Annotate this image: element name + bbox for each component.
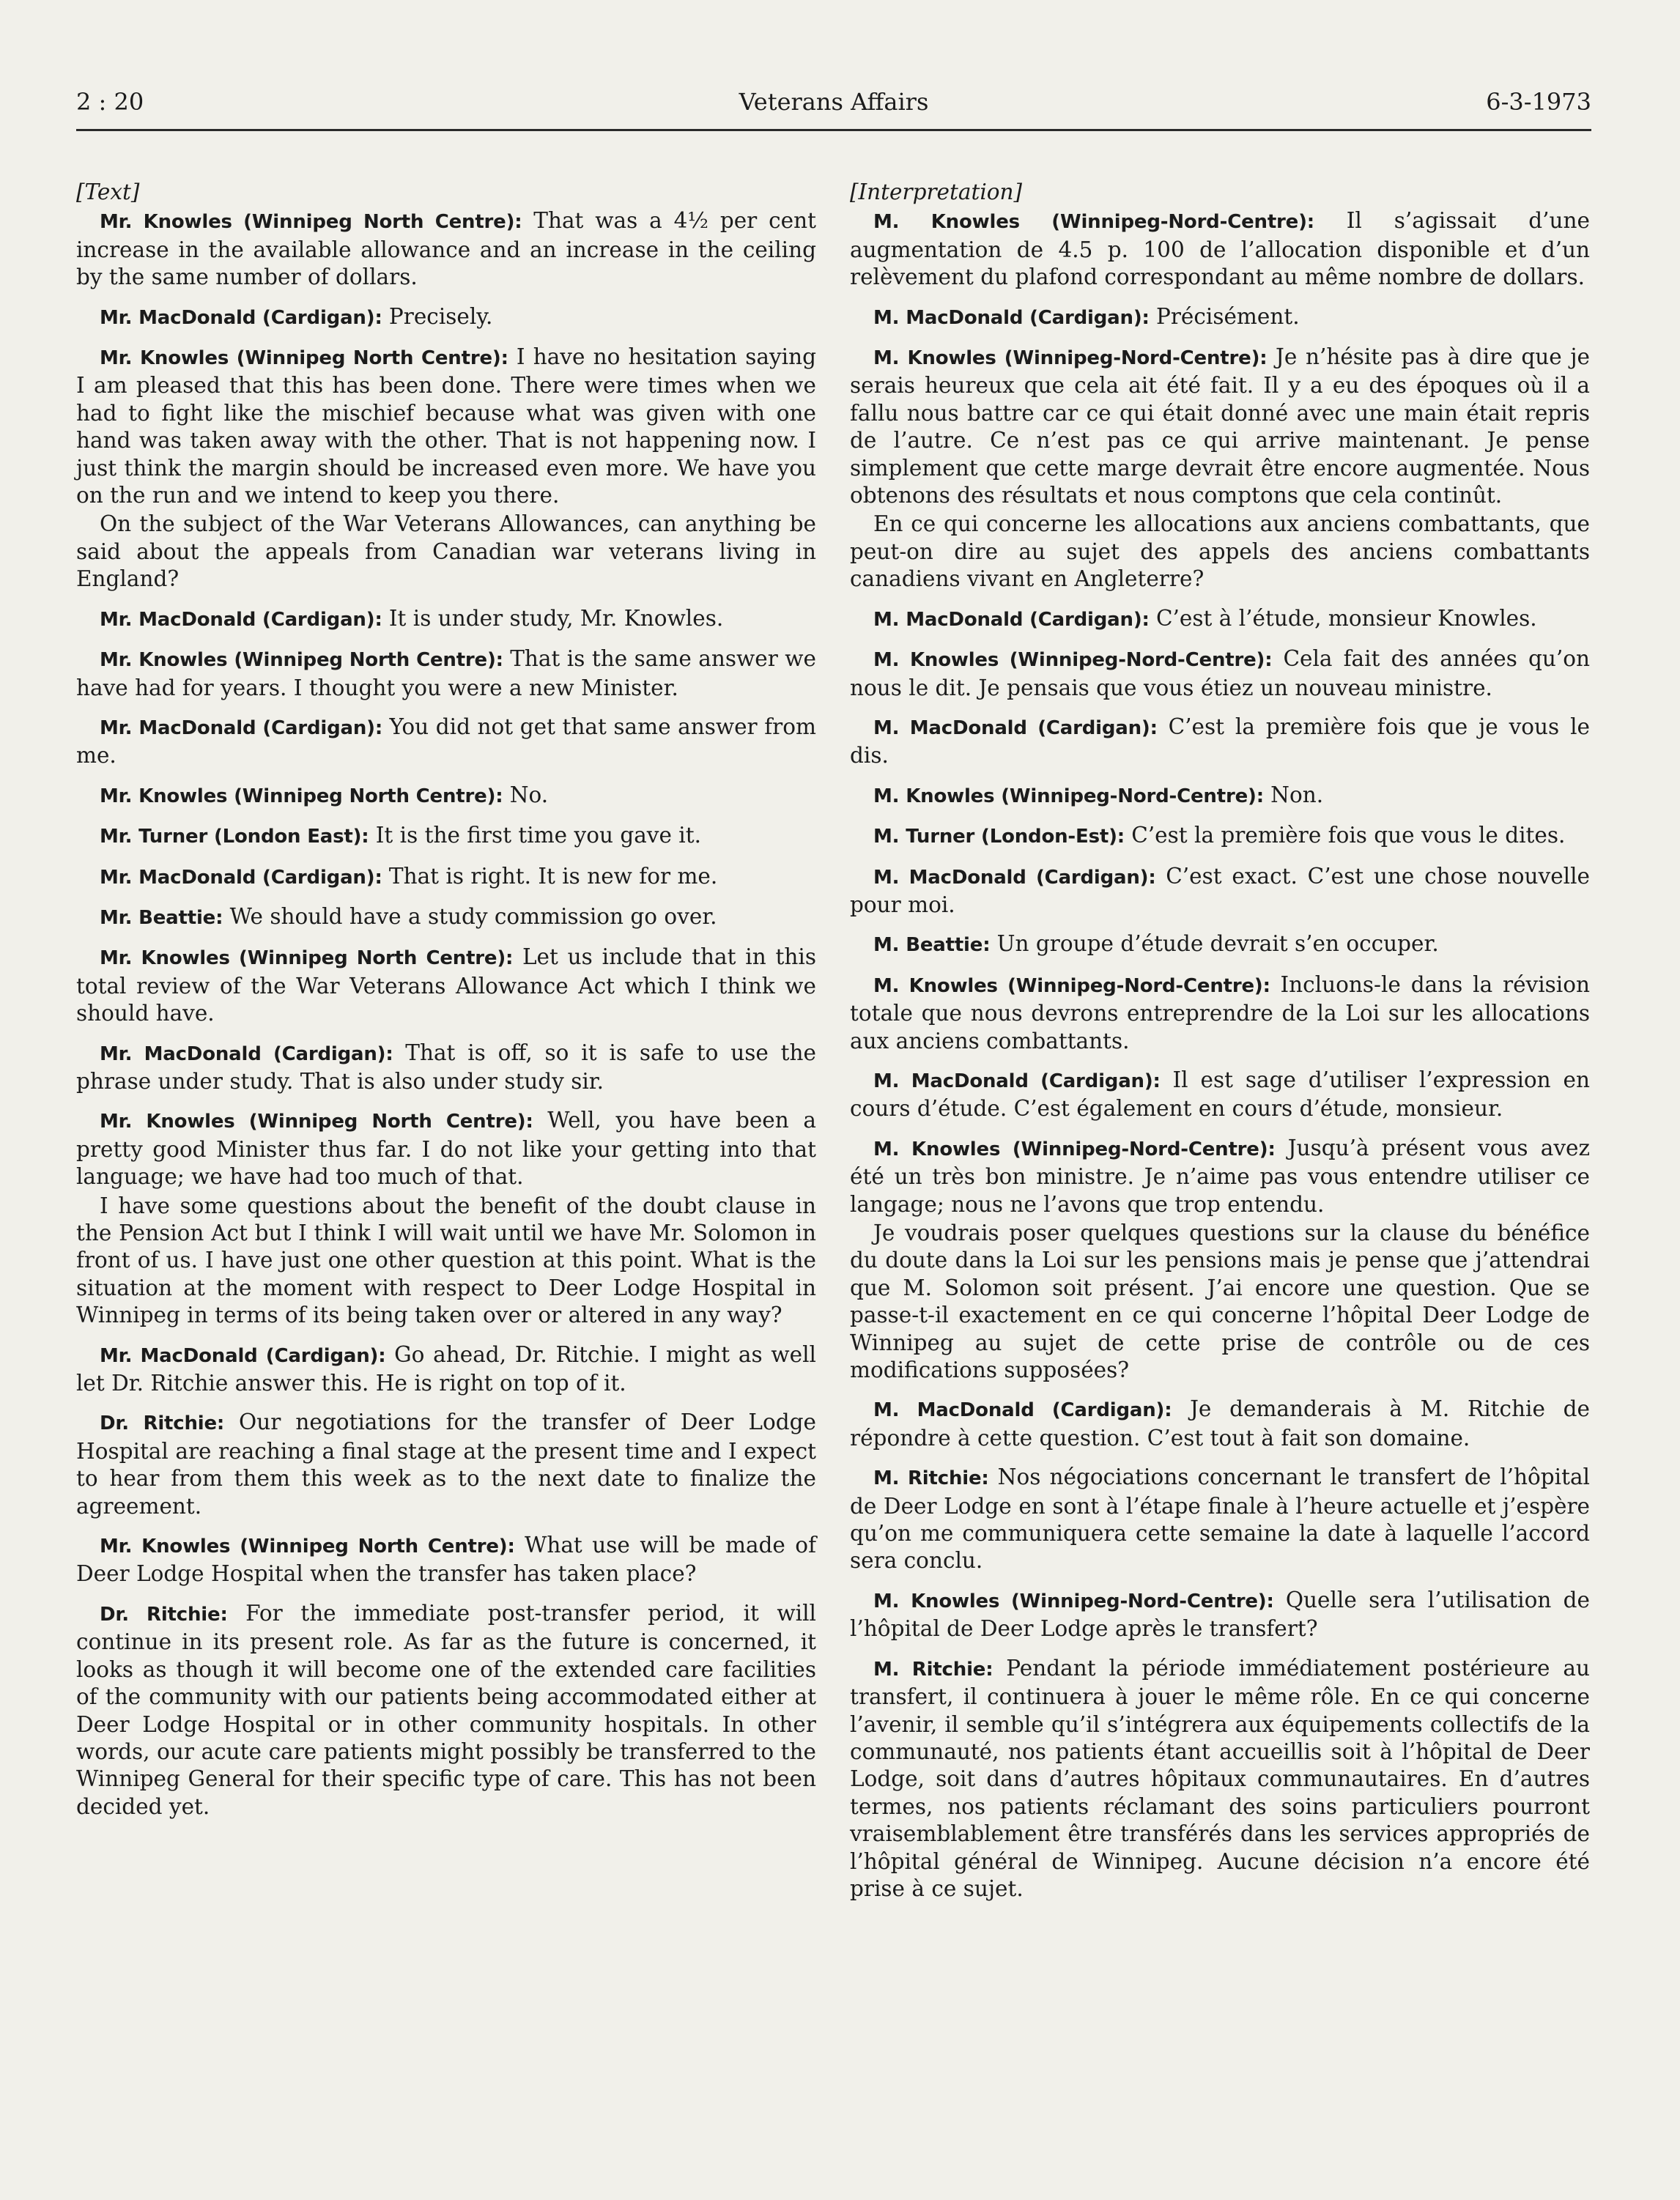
- speaker-name: Mr. Beattie: [100, 906, 216, 929]
- speaker-name: Mr. MacDonald (Cardigan): [100, 306, 375, 329]
- speech-text: C’est exact. C’est une chose nouvelle pour moi.: [850, 863, 1591, 917]
- speech-paragraph: M. MacDonald (Cardigan): Il est sage d’utiliser l’expression en cours d’étude. C’est également en cours d’étude, monsieur.: [850, 1067, 1590, 1122]
- speaker-name: Mr. MacDonald (Cardigan): [100, 608, 375, 631]
- speech-text: Nos négociations concernant le transfert de l’hôpital de Deer Lodge en sont à l’étape finale à l’heure actuelle et j’espère qu’on me communiquera cette semaine la date à laquelle l’accord sera conclu.: [850, 1464, 1590, 1574]
- speaker-name: M. Knowles (Winnipeg-Nord-Centre): [873, 1138, 1268, 1160]
- speech-text: C’est la première fois que je vous le dis.: [850, 714, 1591, 768]
- speech-paragraph: M. MacDonald (Cardigan): C’est à l’étude, monsieur Knowles.: [873, 605, 1537, 631]
- session-date: 6-3-1973: [1486, 88, 1591, 116]
- running-title: Veterans Affairs: [739, 88, 929, 116]
- speech-text: Quelle sera l’utilisation de l’hôpital de Deer Lodge après le transfert?: [850, 1587, 1590, 1642]
- speech-text: On the subject of the War Veterans Allowances, can anything be said about the appeals from Canadian war veterans living in England?: [76, 511, 816, 592]
- speech-text: Let us include that in this total review of the War Veterans Allowance Act which I think we should have.: [76, 944, 816, 1026]
- speech-text: We should have a study commission go over.: [229, 903, 717, 929]
- speaker-name: Mr. Knowles (Winnipeg North Centre): [100, 785, 496, 807]
- speaker-name: Mr. MacDonald (Cardigan): [100, 1042, 386, 1065]
- speaker-name: Mr. Knowles (Winnipeg North Centre): [100, 1111, 526, 1133]
- speech-text: Je n’hésite pas à dire que je serais heureux que cela ait été fait. Il y a eu des époques où il a fallu nous battre car ce qui était donné avec une main était repris de l’autre. Ce n’est pas ce qui arrive maintenant. Je pense simplement que cette marge devrait être encore augmentée. Nous obtenons des résultats et nous comptons que cela continût.: [850, 344, 1590, 508]
- speech-paragraph: Dr. Ritchie: Our negotiations for the transfer of Deer Lodge Hospital are reaching a final stage at the present time and I expect to hear from them this week as to the next date to finalize the agreement.: [76, 1410, 816, 1519]
- speaker-name: M. Ritchie: [873, 1467, 982, 1490]
- speech-text: Incluons-le dans la révision totale que nous devrons entreprendre de la Loi sur les allocations aux anciens combattants.: [850, 971, 1590, 1053]
- speech-text: I have some questions about the benefit of the doubt clause in the Pension Act but I think I will wait until we have Mr. Solomon in front of us. I have just one other question at this point. What is the situation at the moment with respect to Deer Lodge Hospital in Winnipeg in terms of its being taken over or altered in any way?: [76, 1193, 816, 1328]
- speech-continuation: [850, 511, 1590, 593]
- speech-text: Je demanderais à M. Ritchie de répondre à cette question. C’est tout à fait son domaine.: [850, 1396, 1591, 1451]
- speech-text: That is right. It is new for me.: [388, 863, 718, 889]
- speech-paragraph: Mr. Knowles (Winnipeg North Centre): I have no hesitation saying I am pleased that this has been done. There were times when we had to fight like the mischief because what was given with one hand was taken away with the other. That is not happening now. I just think the margin should be increased even more. We have you on the run and we intend to keep you there.: [76, 344, 816, 508]
- speech-paragraph: M. MacDonald (Cardigan): Je demanderais à M. Ritchie de répondre à cette question. C’est tout à fait son domaine.: [850, 1396, 1591, 1451]
- speech-text: It is the first time you gave it.: [375, 823, 701, 848]
- speech-text: That was a 4½ per cent increase in the available allowance and an increase in the ceiling by the same number of dollars.: [76, 208, 816, 290]
- speech-text: Pendant la période immédiatement postérieure au transfert, il continuera à jouer le même rôle. En ce qui concerne l’avenir, il semble qu’il s’intégrera aux équipements collectifs de la communauté, nos patients étant accueillis soit à l’hôpital de Deer Lodge, soit dans d’autres hôpitaux communautaires. En d’autres termes, nos patients réclamant des soins particuliers pourront vraisemblablement être transférés dans les services appropriés de l’hôpital général de Winnipeg. Aucune décision n’a encore été prise à ce sujet.: [850, 1655, 1591, 1901]
- speech-text: Our negotiations for the transfer of Deer Lodge Hospital are reaching a final stage at the present time and I expect to hear from them this week as to the next date to finalize the agreement.: [76, 1410, 816, 1519]
- speaker-name: M. MacDonald (Cardigan): [873, 1399, 1165, 1422]
- speaker-name: M. MacDonald (Cardigan): [873, 306, 1142, 329]
- speaker-name: Mr. Knowles (Winnipeg North Centre): [100, 947, 506, 970]
- speech-paragraph: Mr. MacDonald (Cardigan): That is off, so it is safe to use the phrase under study. That is also under study sir.: [76, 1040, 816, 1094]
- speech-paragraph: Mr. Turner (London East): It is the first time you gave it.: [100, 823, 701, 848]
- speech-text: No.: [509, 782, 549, 807]
- speech-paragraph: Mr. Knowles (Winnipeg North Centre): What use will be made of Deer Lodge Hospital when the transfer has taken place?: [76, 1533, 816, 1587]
- speaker-name: Dr. Ritchie: [100, 1412, 217, 1435]
- speaker-name: M. Beattie: [873, 934, 983, 957]
- speech-paragraph: M. Knowles (Winnipeg-Nord-Centre): Je n’hésite pas à dire que je serais heureux que cela ait été fait. Il y a eu des époques où il a fallu nous battre car ce qui était donné avec une main était repris de l’autre. Ce n’est pas ce qui arrive maintenant. Je pense simplement que cette marge devrait être encore augmentée. Nous obtenons des résultats et nous comptons que cela continût.: [850, 344, 1590, 508]
- speech-text: Jusqu’à présent vous avez été un très bon ministre. Je n’aime pas vous entendre utiliser ce langage; nous ne l’avons que trop entendu.: [850, 1135, 1590, 1217]
- speech-paragraph: M. Knowles (Winnipeg-Nord-Centre): Cela fait des années qu’on nous le dit. Je pensais que vous étiez un nouveau ministre.: [850, 646, 1590, 700]
- speaker-name: M. Knowles (Winnipeg-Nord-Centre): [873, 1590, 1267, 1612]
- speech-paragraph: Mr. Beattie: We should have a study commission go over.: [100, 903, 717, 929]
- speaker-name: M. Ritchie: [873, 1658, 986, 1681]
- speech-text: Un groupe d’étude devrait s’en occuper.: [996, 931, 1439, 957]
- speech-text: You did not get that same answer from me.: [76, 714, 816, 768]
- speech-continuation: [76, 1193, 816, 1330]
- speaker-name: M. MacDonald (Cardigan): [873, 716, 1150, 739]
- speech-text: Cela fait des années qu’on nous le dit. Je pensais que vous étiez un nouveau ministre.: [850, 646, 1590, 700]
- speech-text: Je voudrais poser quelques questions sur la clause du bénéfice du doute dans la Loi sur les pensions mais je pense que j’attendrai que M. Solomon soit présent. J’ai encore une question. Que se passe-t-il exactement en ce qui concerne l’hôpital Deer Lodge de Winnipeg au sujet de cette prise de contrôle ou de ces modifications supposées?: [850, 1221, 1590, 1383]
- speech-paragraph: Mr. Knowles (Winnipeg North Centre): That is the same answer we have had for years. I thought you were a new Minister.: [76, 646, 816, 700]
- speech-paragraph: M. Ritchie: Pendant la période immédiatement postérieure au transfert, il continuera à jouer le même rôle. En ce qui concerne l’avenir, il semble qu’il s’intégrera aux équipements collectifs de la communauté, nos patients étant accueillis soit à l’hôpital de Deer Lodge, soit dans d’autres hôpitaux communautaires. En d’autres termes, nos patients réclamant des soins particuliers pourront vraisemblablement être transférés dans les services appropriés de l’hôpital général de Winnipeg. Aucune décision n’a encore été prise à ce sujet.: [850, 1655, 1591, 1901]
- speaker-name: M. Knowles (Winnipeg-Nord-Centre): [873, 785, 1257, 807]
- speech-paragraph: M. Knowles (Winnipeg-Nord-Centre): Non.: [873, 782, 1324, 807]
- speech-paragraph: M. Knowles (Winnipeg-Nord-Centre): Quelle sera l’utilisation de l’hôpital de Deer Lodge après le transfert?: [850, 1587, 1590, 1642]
- speech-continuation: [76, 511, 816, 593]
- speech-continuation: [850, 1220, 1590, 1384]
- speech-text: C’est la première fois que vous le dites.: [1131, 823, 1566, 848]
- speech-paragraph: Dr. Ritchie: For the immediate post-transfer period, it will continue in its present role. As far as the future is concerned, it looks as though it will become one of the extended care facilities of the community with our patients being accommodated either at Deer Lodge Hospital or in other community hospitals. In other words, our acute care patients might possibly be transferred to the Winnipeg General for their specific type of care. This has not been decided yet.: [76, 1600, 816, 1819]
- speech-text: Il est sage d’utiliser l’expression en cours d’étude. C’est également en cours d’étude, monsieur.: [850, 1067, 1590, 1122]
- speech-paragraph: M. Knowles (Winnipeg-Nord-Centre): Jusqu’à présent vous avez été un très bon ministre. Je n’aime pas vous entendre utiliser ce langage; nous ne l’avons que trop entendu.: [850, 1135, 1590, 1217]
- speech-paragraph: M. MacDonald (Cardigan): C’est la première fois que je vous le dis.: [850, 714, 1591, 768]
- speech-text: For the immediate post-transfer period, it will continue in its present role. As far as the future is concerned, it looks as though it will become one of the extended care facilities of the community with our patients being accommodated either at Deer Lodge Hospital or in other community hospitals. In other words, our acute care patients might possibly be transferred to the Winnipeg General for their specific type of care. This has not been decided yet.: [76, 1600, 816, 1819]
- speech-paragraph: Mr. MacDonald (Cardigan): You did not get that same answer from me.: [76, 714, 816, 768]
- speech-paragraph: Mr. MacDonald (Cardigan): That is right. It is new for me.: [100, 863, 718, 889]
- speech-paragraph: Mr. MacDonald (Cardigan): It is under study, Mr. Knowles.: [100, 605, 724, 631]
- speech-paragraph: M. MacDonald (Cardigan): Précisément.: [873, 303, 1300, 329]
- french-column: [850, 179, 1590, 1914]
- speech-text: That is the same answer we have had for years. I thought you were a new Minister.: [76, 646, 816, 700]
- column-label: [Interpretation]: [850, 179, 1023, 204]
- speaker-name: M. MacDonald (Cardigan): [873, 1070, 1153, 1092]
- speaker-name: Mr. Turner (London East): [100, 826, 362, 848]
- speech-text: What use will be made of Deer Lodge Hospital when the transfer has taken place?: [76, 1533, 816, 1587]
- page-number: 2 : 20: [76, 88, 144, 116]
- speech-text: I have no hesitation saying I am pleased that this has been done. There were times when we had to fight like the mischief because what was given with one hand was taken away with the other. That is not happening now. I just think the margin should be increased even more. We have you on the run and we intend to keep you there.: [76, 344, 816, 508]
- speaker-name: Mr. Knowles (Winnipeg North Centre): [100, 649, 496, 672]
- column-label: [Text]: [76, 179, 140, 204]
- speech-paragraph: M. MacDonald (Cardigan): C’est exact. C’est une chose nouvelle pour moi.: [850, 863, 1591, 917]
- speech-text: Well, you have been a pretty good Minister thus far. I do not like your getting into that language; we have had too much of that.: [76, 1108, 816, 1190]
- speech-text: That is off, so it is safe to use the phrase under study. That is also under study sir.: [76, 1040, 816, 1094]
- speech-paragraph: Mr. Knowles (Winnipeg North Centre): Let us include that in this total review of the War Veterans Allowance Act which I think we should have.: [76, 944, 816, 1026]
- speech-text: Precisely.: [388, 303, 493, 329]
- speaker-name: M. Knowles (Winnipeg-Nord-Centre): [873, 347, 1260, 370]
- speech-paragraph: Mr. MacDonald (Cardigan): Go ahead, Dr. Ritchie. I might as well let Dr. Ritchie answer this. He is right on top of it.: [76, 1341, 816, 1396]
- speech-paragraph: M. Ritchie: Nos négociations concernant le transfert de l’hôpital de Deer Lodge en sont à l’étape finale à l’heure actuelle et j’espère qu’on me communiquera cette semaine la date à laquelle l’accord sera conclu.: [850, 1464, 1590, 1574]
- speaker-name: M. Turner (London-Est): [873, 826, 1117, 848]
- speaker-name: M. MacDonald (Cardigan): [873, 608, 1142, 631]
- speech-text: It is under study, Mr. Knowles.: [388, 605, 724, 631]
- speaker-name: Mr. Knowles (Winnipeg North Centre): [100, 211, 515, 234]
- speaker-name: Mr. MacDonald (Cardigan): [100, 1344, 379, 1367]
- speech-paragraph: Mr. Knowles (Winnipeg North Centre): Well, you have been a pretty good Minister thus far. I do not like your getting into that language; we have had too much of that.: [76, 1108, 816, 1190]
- speaker-name: Dr. Ritchie: [100, 1603, 221, 1626]
- speech-paragraph: Mr. Knowles (Winnipeg North Centre): That was a 4½ per cent increase in the available allowance and an increase in the ceiling by the same number of dollars.: [76, 208, 816, 290]
- speaker-name: Mr. MacDonald (Cardigan): [100, 716, 375, 739]
- speech-paragraph: Mr. Knowles (Winnipeg North Centre): No.: [100, 782, 549, 807]
- speech-paragraph: M. Knowles (Winnipeg-Nord-Centre): Incluons-le dans la révision totale que nous devrons entreprendre de la Loi sur les allocations aux anciens combattants.: [850, 971, 1590, 1053]
- speaker-name: M. MacDonald (Cardigan): [873, 866, 1149, 889]
- speaker-name: M. Knowles (Winnipeg-Nord-Centre): [873, 649, 1265, 672]
- speaker-name: Mr. Knowles (Winnipeg North Centre): [100, 1536, 508, 1558]
- speech-text: C’est à l’étude, monsieur Knowles.: [1155, 605, 1537, 631]
- speech-text: Go ahead, Dr. Ritchie. I might as well let Dr. Ritchie answer this. He is right on top of it.: [76, 1341, 816, 1396]
- speech-paragraph: M. Turner (London-Est): C’est la première fois que vous le dites.: [873, 823, 1566, 848]
- speech-text: Précisément.: [1155, 303, 1300, 329]
- speaker-name: M. Knowles (Winnipeg-Nord-Centre): [873, 211, 1307, 234]
- speech-paragraph: Mr. MacDonald (Cardigan): Precisely.: [100, 303, 493, 329]
- speaker-name: Mr. Knowles (Winnipeg North Centre): [100, 347, 501, 370]
- speaker-name: M. Knowles (Winnipeg-Nord-Centre): [873, 974, 1263, 997]
- speech-paragraph: M. Knowles (Winnipeg-Nord-Centre): Il s’agissait d’une augmentation de 4.5 p. 100 de l’allocation disponible et d’un relèvement du plafond correspondant au même nombre de dollars.: [850, 208, 1590, 290]
- page-header: [76, 88, 1591, 131]
- speech-text: Non.: [1270, 782, 1324, 807]
- speaker-name: Mr. MacDonald (Cardigan): [100, 866, 375, 889]
- english-column: [76, 179, 816, 1832]
- speech-text: Il s’agissait d’une augmentation de 4.5 p. 100 de l’allocation disponible et d’un relèvement du plafond correspondant au même nombre de dollars.: [850, 208, 1590, 290]
- speech-paragraph: M. Beattie: Un groupe d’étude devrait s’en occuper.: [873, 931, 1439, 957]
- speech-text: En ce qui concerne les allocations aux anciens combattants, que peut-on dire au sujet des appels des anciens combattants canadiens vivant en Angleterre?: [850, 511, 1590, 592]
